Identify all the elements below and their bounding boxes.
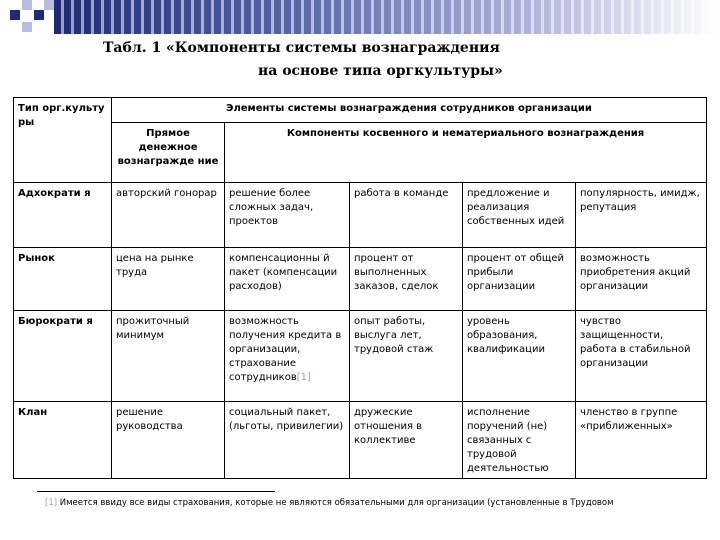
indirect-cell-2: опыт работы, выслуга лет, трудовой стаж [350, 311, 463, 402]
footnote-reference[interactable]: [1] [296, 372, 311, 383]
decor-square [10, 10, 20, 20]
footnote-marker[interactable]: [1] [45, 498, 58, 508]
indirect-cell-2: процент от выполненных заказов, сделок [350, 248, 463, 311]
table-subheader-row [14, 123, 707, 183]
direct-reward-cell: решение руководства [112, 402, 225, 479]
indirect-cell-1: социальный пакет, (льготы, привилегии) [225, 402, 350, 479]
table-title-line1: Табл. 1 «Компоненты системы вознаграждения [103, 40, 500, 56]
indirect-cell-1: компенсационны й пакет (компенсации расходов) [225, 248, 350, 311]
direct-reward-cell: цена на рынке труда [112, 248, 225, 311]
reward-components-table [13, 97, 707, 479]
culture-type-cell: Рынок [14, 248, 112, 311]
group-header: Элементы системы вознаграждения сотрудников организации [112, 98, 707, 123]
table-row [14, 402, 707, 479]
indirect-cell-3: процент от общей прибыли организации [463, 248, 576, 311]
table-row [14, 183, 707, 248]
decor-square [22, 0, 32, 10]
table-row [14, 311, 707, 402]
indirect-cell-4: популярность, имидж, репутация [576, 183, 707, 248]
footnote-text: Имеется ввиду все виды страхования, которые не являются обязательными для организации (установленные в Трудовом [59, 498, 614, 508]
header-gradient-bar [54, 0, 720, 34]
culture-type-cell: Бюрократи я [14, 311, 112, 402]
footnote [45, 498, 614, 508]
culture-type-cell: Клан [14, 402, 112, 479]
table-row [14, 248, 707, 311]
decor-square [22, 22, 32, 32]
decor-square [44, 0, 54, 10]
indirect-cell-4: возможность приобретения акций организации [576, 248, 707, 311]
indirect-cell-4: чувство защищенности, работа в стабильной организации [576, 311, 707, 402]
indirect-cell-2: дружеские отношения в коллективе [350, 402, 463, 479]
header-stripes [54, 0, 720, 34]
indirect-cell-2: работа в команде [350, 183, 463, 248]
culture-type-cell: Адхократи я [14, 183, 112, 248]
indirect-header: Компоненты косвенного и нематериального вознаграждения [225, 123, 707, 183]
table-header-row [14, 98, 707, 123]
decor-square [34, 10, 44, 20]
direct-reward-cell: авторский гонорар [112, 183, 225, 248]
indirect-cell-4: членство в группе «приближенных» [576, 402, 707, 479]
direct-reward-cell: прожиточный минимум [112, 311, 225, 402]
direct-header: Прямое денежное вознагражде ние [112, 123, 225, 183]
indirect-cell-3: уровень образования, квалификации [463, 311, 576, 402]
indirect-cell-1-text: возможность получения кредита в организации, страхование сотрудников [229, 316, 342, 383]
indirect-cell-3: исполнение поручений (не) связанных с трудовой деятельностью [463, 402, 576, 479]
footnote-divider [37, 491, 275, 492]
indirect-cell-1: решение более сложных задач, проектов [225, 183, 350, 248]
table-title-line2: на основе типа оргкультуры» [258, 63, 503, 79]
indirect-cell-3: предложение и реализация собственных идей [463, 183, 576, 248]
indirect-cell-1 [225, 311, 350, 402]
corner-header: Тип орг.культу ры [14, 98, 112, 183]
